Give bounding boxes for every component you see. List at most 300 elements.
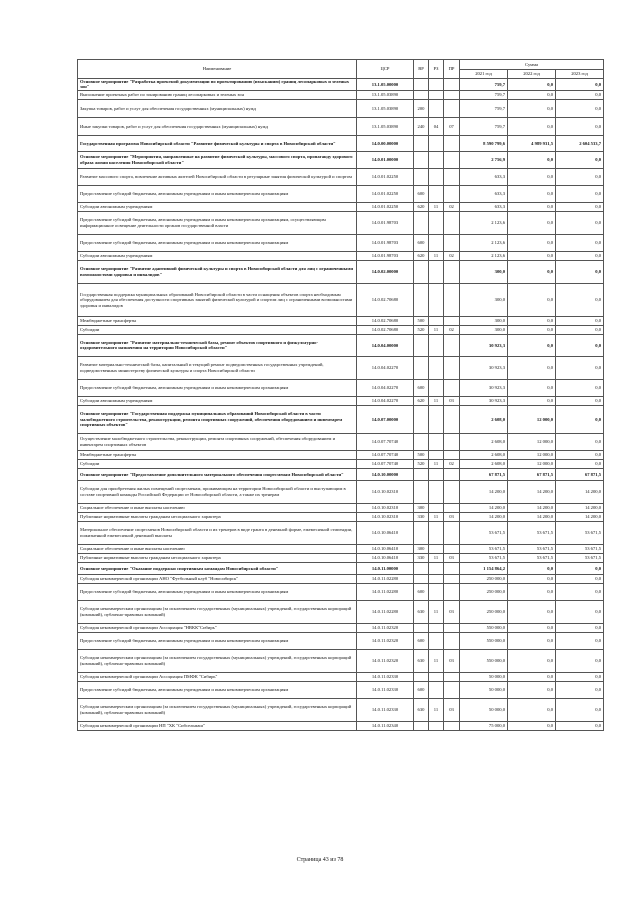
row-csr: 14.0.11.02330 — [357, 681, 414, 698]
row-csr: 14.0.10.02310 — [357, 512, 414, 521]
row-rz: 04 — [429, 117, 444, 135]
row-sum-2023: 0,0 — [556, 623, 604, 632]
table-row — [78, 521, 604, 544]
table-row — [78, 117, 604, 135]
row-rz — [429, 632, 444, 649]
table-row — [78, 450, 604, 459]
row-pr — [444, 503, 460, 512]
row-pr — [444, 211, 460, 234]
row-vr — [414, 135, 429, 151]
table-row — [78, 79, 604, 91]
row-rz: 11 — [429, 459, 444, 468]
row-name: Субсидии некоммерческим организациям (за исключением государственных (муниципальных) учреждений, государственных корпораций (компаний), публично-правовых компаний) — [78, 600, 357, 623]
row-rz — [429, 405, 444, 433]
row-sum-2022: 0,0 — [508, 234, 556, 251]
row-sum-2023: 0,0 — [556, 396, 604, 405]
row-sum-2022: 67 871,5 — [508, 468, 556, 480]
row-name: Субсидии автономным учреждениям — [78, 202, 357, 211]
row-rz — [429, 468, 444, 480]
row-sum-2021: 8 590 799,6 — [460, 135, 508, 151]
row-sum-2021: 300,0 — [460, 325, 508, 334]
row-vr — [414, 562, 429, 574]
row-vr — [414, 721, 429, 730]
table-row — [78, 260, 604, 283]
row-sum-2023: 0,0 — [556, 325, 604, 334]
row-sum-2021: 1 154 864,2 — [460, 562, 508, 574]
row-vr: 620 — [414, 396, 429, 405]
row-vr — [414, 283, 429, 316]
table-row — [78, 632, 604, 649]
row-sum-2021: 300,0 — [460, 283, 508, 316]
table-header — [78, 60, 604, 79]
row-sum-2023: 0,0 — [556, 79, 604, 91]
row-vr: 600 — [414, 632, 429, 649]
row-pr — [444, 379, 460, 396]
table-row — [78, 562, 604, 574]
row-vr — [414, 79, 429, 91]
row-name: Закупка товаров, работ и услуг для обеспечения государственных (муниципальных) нужд — [78, 99, 357, 117]
table-row — [78, 151, 604, 168]
row-sum-2022: 53 671,5 — [508, 553, 556, 562]
row-vr: 520 — [414, 325, 429, 334]
row-name: Субсидии некоммерческим организациям (за исключением государственных (муниципальных) учреждений, государственных корпораций (компаний), публично-правовых компаний) — [78, 698, 357, 721]
table-row — [78, 334, 604, 356]
row-csr: 14.0.02.70680 — [357, 316, 414, 325]
row-vr — [414, 168, 429, 185]
row-pr — [444, 334, 460, 356]
row-pr — [444, 480, 460, 503]
row-sum-2023: 0,0 — [556, 562, 604, 574]
row-vr — [414, 623, 429, 632]
row-pr: 03 — [444, 512, 460, 521]
table-row — [78, 480, 604, 503]
row-pr: 03 — [444, 649, 460, 672]
row-name: Субсидия некоммерческой организации Ассоциация "НВКК"Сибирь" — [78, 623, 357, 632]
row-sum-2021: 250 000,0 — [460, 600, 508, 623]
row-sum-2022: 0,0 — [508, 211, 556, 234]
row-pr — [444, 544, 460, 553]
header-sum: Сумма — [460, 60, 604, 70]
row-name: Предоставление субсидий бюджетным, автономным учреждениям и иным некоммерческим организациям — [78, 379, 357, 396]
row-sum-2023: 0,0 — [556, 583, 604, 600]
row-sum-2023: 0,0 — [556, 316, 604, 325]
row-vr: 630 — [414, 698, 429, 721]
row-sum-2021: 300,0 — [460, 260, 508, 283]
row-sum-2021: 75 000,0 — [460, 721, 508, 730]
row-name: Основное мероприятие "Государственная поддержка муниципальных образований Новосибирской области в части малобюджетного строительства, реконструкции, ремонта спортивных сооружений, обеспечения оборудованием и инвентарем спортивных объектов" — [78, 405, 357, 433]
row-vr — [414, 468, 429, 480]
row-sum-2023: 0,0 — [556, 117, 604, 135]
row-sum-2021: 2 123,6 — [460, 234, 508, 251]
row-sum-2021: 2 608,0 — [460, 405, 508, 433]
row-pr — [444, 433, 460, 450]
table-row — [78, 503, 604, 512]
row-sum-2021: 300,0 — [460, 316, 508, 325]
row-sum-2021: 2 608,0 — [460, 450, 508, 459]
row-csr: 14.0.10.06410 — [357, 544, 414, 553]
row-csr: 13.1.05.03890 — [357, 99, 414, 117]
row-sum-2023: 0,0 — [556, 202, 604, 211]
row-sum-2023: 0,0 — [556, 260, 604, 283]
row-name: Субсидии для приобретения жилых помещений спортсменам, проживающим на территории Новосибирской области и выступающим в составе спортивной команды Российской Федерации от Новосибирской области, а также их тренерам — [78, 480, 357, 503]
row-sum-2023: 0,0 — [556, 600, 604, 623]
row-vr — [414, 574, 429, 583]
row-csr: 13.1.05.00000 — [357, 79, 414, 91]
row-rz — [429, 721, 444, 730]
row-sum-2023: 14 200,0 — [556, 503, 604, 512]
row-sum-2022: 0,0 — [508, 185, 556, 202]
row-sum-2021: 2 608,0 — [460, 433, 508, 450]
row-csr: 14.0.01.00000 — [357, 151, 414, 168]
row-rz: 11 — [429, 600, 444, 623]
row-rz — [429, 623, 444, 632]
table-row — [78, 405, 604, 433]
header-year-2022: 2022 год — [508, 70, 556, 79]
row-name: Предоставление субсидий бюджетным, автономным учреждениям и иным некоммерческим организациям — [78, 632, 357, 649]
row-rz — [429, 334, 444, 356]
row-sum-2021: 633,3 — [460, 185, 508, 202]
row-pr: 03 — [444, 396, 460, 405]
row-name: Основное мероприятие "Предоставление дополнительного материального обеспечения спортсменам Новосибирской области" — [78, 468, 357, 480]
row-rz — [429, 99, 444, 117]
row-csr: 14.0.11.02280 — [357, 583, 414, 600]
row-vr — [414, 405, 429, 433]
row-sum-2022: 0,0 — [508, 79, 556, 91]
row-sum-2023: 0,0 — [556, 649, 604, 672]
row-rz — [429, 185, 444, 202]
row-sum-2022: 4 989 931,5 — [508, 135, 556, 151]
row-sum-2023: 0,0 — [556, 151, 604, 168]
row-pr — [444, 681, 460, 698]
row-csr: 14.0.01.02250 — [357, 168, 414, 185]
row-sum-2023: 53 671,5 — [556, 544, 604, 553]
row-vr — [414, 151, 429, 168]
row-name: Предоставление субсидий бюджетным, автономным учреждениям и иным некоммерческим организациям, осуществляющим информационное освещение деятельности органов государственной власти — [78, 211, 357, 234]
row-sum-2022: 14 200,0 — [508, 512, 556, 521]
row-sum-2023: 0,0 — [556, 379, 604, 396]
row-sum-2022: 14 200,0 — [508, 503, 556, 512]
table-row — [78, 283, 604, 316]
row-name: Предоставление субсидий бюджетным, автономным учреждениям и иным некоммерческим организациям — [78, 185, 357, 202]
row-pr: 03 — [444, 553, 460, 562]
table-row — [78, 623, 604, 632]
row-sum-2023: 2 604 533,7 — [556, 135, 604, 151]
row-vr: 330 — [414, 512, 429, 521]
row-pr — [444, 405, 460, 433]
row-sum-2023: 0,0 — [556, 283, 604, 316]
row-sum-2023: 53 671,5 — [556, 521, 604, 544]
row-name: Субсидии автономным учреждениям — [78, 251, 357, 260]
row-name: Осуществление малобюджетного строительства, реконструкции, ремонта спортивных сооружений, обеспечения оборудованием и инвентарем спортивных объектов — [78, 433, 357, 450]
row-vr: 630 — [414, 649, 429, 672]
row-rz: 11 — [429, 512, 444, 521]
row-name: Публичные нормативные выплаты гражданам несоциального характера — [78, 553, 357, 562]
row-sum-2022: 0,0 — [508, 681, 556, 698]
header-csr: ЦСР — [357, 60, 414, 79]
table-row — [78, 649, 604, 672]
row-sum-2023: 0,0 — [556, 405, 604, 433]
table-row — [78, 468, 604, 480]
row-vr: 620 — [414, 202, 429, 211]
row-sum-2023: 0,0 — [556, 672, 604, 681]
row-sum-2023: 0,0 — [556, 459, 604, 468]
row-sum-2022: 12 000,0 — [508, 433, 556, 450]
row-pr — [444, 562, 460, 574]
row-sum-2021: 14 200,0 — [460, 512, 508, 521]
row-sum-2021: 53 671,5 — [460, 544, 508, 553]
row-sum-2021: 14 200,0 — [460, 503, 508, 512]
row-csr: 14.0.01.02250 — [357, 202, 414, 211]
row-csr: 14.0.11.00000 — [357, 562, 414, 574]
row-pr — [444, 623, 460, 632]
row-rz: 11 — [429, 553, 444, 562]
row-name: Предоставление субсидий бюджетным, автономным учреждениям и иным некоммерческим организациям — [78, 234, 357, 251]
row-sum-2021: 759,7 — [460, 79, 508, 91]
row-rz — [429, 672, 444, 681]
row-pr: 07 — [444, 117, 460, 135]
row-sum-2023: 53 671,5 — [556, 553, 604, 562]
row-sum-2022: 0,0 — [508, 260, 556, 283]
row-csr: 13.1.05.03890 — [357, 90, 414, 99]
row-sum-2022: 0,0 — [508, 334, 556, 356]
row-csr: 14.0.04.02270 — [357, 379, 414, 396]
row-pr — [444, 151, 460, 168]
row-sum-2022: 12 000,0 — [508, 450, 556, 459]
row-sum-2023: 0,0 — [556, 251, 604, 260]
row-sum-2021: 2 123,6 — [460, 251, 508, 260]
table-row — [78, 681, 604, 698]
row-vr: 600 — [414, 681, 429, 698]
row-rz — [429, 544, 444, 553]
table-row — [78, 574, 604, 583]
row-name: Предоставление субсидий бюджетным, автономным учреждениям и иным некоммерческим организациям — [78, 681, 357, 698]
row-vr: 240 — [414, 117, 429, 135]
row-sum-2021: 30 923,3 — [460, 396, 508, 405]
row-vr — [414, 90, 429, 99]
row-vr: 620 — [414, 251, 429, 260]
row-sum-2022: 0,0 — [508, 396, 556, 405]
row-rz — [429, 521, 444, 544]
row-vr — [414, 356, 429, 379]
row-rz: 11 — [429, 251, 444, 260]
row-pr: 03 — [444, 600, 460, 623]
row-sum-2021: 759,7 — [460, 90, 508, 99]
row-rz — [429, 135, 444, 151]
row-rz: 11 — [429, 396, 444, 405]
row-sum-2022: 0,0 — [508, 632, 556, 649]
budget-table — [77, 59, 604, 731]
row-rz — [429, 283, 444, 316]
row-sum-2022: 0,0 — [508, 379, 556, 396]
row-sum-2021: 30 923,3 — [460, 356, 508, 379]
row-sum-2021: 633,3 — [460, 202, 508, 211]
table-row — [78, 433, 604, 450]
table-body — [78, 79, 604, 731]
row-sum-2023: 0,0 — [556, 632, 604, 649]
row-vr: 200 — [414, 99, 429, 117]
row-csr: 14.0.11.02330 — [357, 698, 414, 721]
row-pr — [444, 468, 460, 480]
row-sum-2022: 0,0 — [508, 649, 556, 672]
row-sum-2022: 0,0 — [508, 721, 556, 730]
row-vr — [414, 480, 429, 503]
table-row — [78, 672, 604, 681]
row-sum-2022: 0,0 — [508, 325, 556, 334]
row-pr — [444, 574, 460, 583]
row-csr: 14.0.07.00000 — [357, 405, 414, 433]
table-row — [78, 325, 604, 334]
row-pr — [444, 583, 460, 600]
table-row — [78, 202, 604, 211]
row-sum-2022: 0,0 — [508, 316, 556, 325]
row-sum-2021: 2 756,9 — [460, 151, 508, 168]
header-rz: РЗ — [429, 60, 444, 79]
row-rz — [429, 168, 444, 185]
row-name: Субсидия некоммерческой организации НП "ХК "Сибсельмаш" — [78, 721, 357, 730]
row-rz — [429, 356, 444, 379]
row-vr — [414, 260, 429, 283]
row-sum-2022: 12 000,0 — [508, 405, 556, 433]
row-csr: 14.0.11.02330 — [357, 672, 414, 681]
row-name: Субсидия некоммерческой организации АНО "Футбольный клуб "Новосибирск" — [78, 574, 357, 583]
row-name: Социальное обеспечение и иные выплаты населению — [78, 544, 357, 553]
row-sum-2022: 0,0 — [508, 99, 556, 117]
row-csr: 14.0.10.02310 — [357, 480, 414, 503]
row-sum-2023: 0,0 — [556, 168, 604, 185]
row-name: Государственная программа Новосибирской области "Развитие физической культуры и спорта в Новосибирской области" — [78, 135, 357, 151]
row-pr: 02 — [444, 325, 460, 334]
table-row — [78, 316, 604, 325]
row-csr: 14.0.10.00000 — [357, 468, 414, 480]
row-sum-2023: 67 871,5 — [556, 468, 604, 480]
header-pr: ПР — [444, 60, 460, 79]
row-name: Субсидии автономным учреждениям — [78, 396, 357, 405]
row-vr: 500 — [414, 450, 429, 459]
row-name: Иные закупки товаров, работ и услуг для обеспечения государственных (муниципальных) нужд — [78, 117, 357, 135]
row-vr: 600 — [414, 379, 429, 396]
row-sum-2021: 550 000,0 — [460, 649, 508, 672]
row-sum-2022: 0,0 — [508, 283, 556, 316]
row-rz: 11 — [429, 202, 444, 211]
row-sum-2023: 0,0 — [556, 433, 604, 450]
table-row — [78, 459, 604, 468]
row-sum-2021: 250 000,0 — [460, 574, 508, 583]
row-rz — [429, 681, 444, 698]
row-csr: 14.0.10.02310 — [357, 503, 414, 512]
row-csr: 14.0.02.00000 — [357, 260, 414, 283]
header-year-2023: 2023 год — [556, 70, 604, 79]
header-vr: ВР — [414, 60, 429, 79]
row-sum-2021: 250 000,0 — [460, 583, 508, 600]
row-csr: 14.0.04.02270 — [357, 396, 414, 405]
table-row — [78, 553, 604, 562]
row-sum-2022: 53 671,5 — [508, 521, 556, 544]
row-sum-2021: 759,7 — [460, 117, 508, 135]
row-csr: 14.0.07.70740 — [357, 433, 414, 450]
table-row — [78, 251, 604, 260]
row-sum-2022: 53 671,5 — [508, 544, 556, 553]
row-name: Государственная поддержка муниципальных образований Новосибирской области в части оснащения объектов спорта необходимым оборудованием для обеспечения доступности спортивных занятий физической культурой и спортом лиц с ограниченными возможностями здоровья и инвалидов — [78, 283, 357, 316]
row-rz — [429, 316, 444, 325]
row-pr — [444, 135, 460, 151]
row-rz — [429, 480, 444, 503]
row-vr: 630 — [414, 600, 429, 623]
row-rz: 11 — [429, 649, 444, 672]
row-sum-2022: 0,0 — [508, 117, 556, 135]
row-name: Субсидии — [78, 325, 357, 334]
row-sum-2021: 759,7 — [460, 99, 508, 117]
table-row — [78, 721, 604, 730]
row-sum-2023: 0,0 — [556, 185, 604, 202]
row-sum-2021: 67 871,5 — [460, 468, 508, 480]
row-csr: 14.0.04.02270 — [357, 356, 414, 379]
header-year-2021: 2021 год — [460, 70, 508, 79]
row-csr: 14.0.11.02320 — [357, 632, 414, 649]
table-row — [78, 168, 604, 185]
row-pr — [444, 185, 460, 202]
row-name: Развитие материально-технической базы, капитальный и текущий ремонт подведомственных государственных учреждений, подведомственных министерству физической культуры и спорта Новосибирской области — [78, 356, 357, 379]
row-rz — [429, 151, 444, 168]
table-row — [78, 583, 604, 600]
row-sum-2021: 50 000,0 — [460, 681, 508, 698]
table-row — [78, 234, 604, 251]
row-sum-2023: 0,0 — [556, 698, 604, 721]
row-rz — [429, 260, 444, 283]
row-csr: 14.0.07.70740 — [357, 450, 414, 459]
row-sum-2022: 14 200,0 — [508, 480, 556, 503]
row-name: Субсидии некоммерческим организациям (за исключением государственных (муниципальных) учреждений, государственных корпораций (компаний), публично-правовых компаний) — [78, 649, 357, 672]
row-csr: 13.1.05.03890 — [357, 117, 414, 135]
row-name: Основное мероприятие "Мероприятия, направленные на развитие физической культуры, массового спорта, пропаганду здорового образа жизни населения Новосибирской области" — [78, 151, 357, 168]
row-sum-2023: 14 200,0 — [556, 512, 604, 521]
row-rz — [429, 450, 444, 459]
row-csr: 14.0.10.06410 — [357, 553, 414, 562]
row-sum-2023: 0,0 — [556, 450, 604, 459]
row-sum-2021: 2 608,0 — [460, 459, 508, 468]
row-vr: 600 — [414, 234, 429, 251]
row-sum-2022: 0,0 — [508, 90, 556, 99]
row-rz — [429, 503, 444, 512]
row-pr — [444, 168, 460, 185]
row-sum-2022: 0,0 — [508, 151, 556, 168]
row-pr — [444, 283, 460, 316]
row-sum-2021: 550 000,0 — [460, 632, 508, 649]
row-vr: 500 — [414, 316, 429, 325]
row-sum-2023: 0,0 — [556, 574, 604, 583]
row-rz — [429, 433, 444, 450]
row-pr — [444, 356, 460, 379]
row-sum-2022: 0,0 — [508, 600, 556, 623]
row-rz — [429, 379, 444, 396]
row-sum-2022: 0,0 — [508, 356, 556, 379]
row-sum-2023: 0,0 — [556, 234, 604, 251]
row-csr: 14.0.02.70680 — [357, 283, 414, 316]
row-vr — [414, 672, 429, 681]
row-sum-2022: 0,0 — [508, 251, 556, 260]
row-rz — [429, 583, 444, 600]
row-csr: 14.0.11.02340 — [357, 721, 414, 730]
row-csr: 14.0.01.98703 — [357, 211, 414, 234]
row-name: Основное мероприятие "Развитие материально-технической базы, ремонт объектов спортивного и физкультурно-оздоровительного назначения на территории Новосибирской области" — [78, 334, 357, 356]
table-row — [78, 512, 604, 521]
row-sum-2021: 53 671,5 — [460, 521, 508, 544]
row-rz — [429, 574, 444, 583]
row-sum-2022: 12 000,0 — [508, 459, 556, 468]
document-page — [77, 59, 603, 731]
row-vr: 600 — [414, 583, 429, 600]
row-vr — [414, 334, 429, 356]
row-csr: 14.0.11.02280 — [357, 600, 414, 623]
